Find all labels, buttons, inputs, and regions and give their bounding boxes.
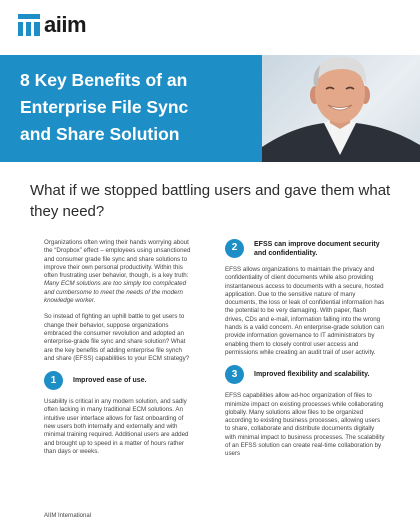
benefit-2-body: EFSS allows organizations to maintain the privacy and confidentiality of client documents while also providing instantaneous access to documents with a secure, hosted application. Due to the sensitive nature of many documents, the loss or leak of confidential information has the potential to be very damaging. With paper, flash drives, CDs and e-mail, information falling into the wrong hands is a valid concern. An enterprise-grade solution can provide information governance to IT administrators by enabling them to closely control user access and permissions while creating an audit trail of user activity.: [225, 266, 385, 356]
hero-title-line-2: Enterprise File Sync: [20, 97, 189, 117]
benefit-3-number-badge: 3: [225, 365, 244, 384]
intro-key-truth: Many ECM solutions are too simply too complicated and cumbersome to meet the needs of the modern knowledge worker.: [44, 280, 187, 305]
footer-org-name: AIIM International: [44, 513, 92, 519]
benefit-2-number-badge: 2: [225, 239, 244, 258]
hero-title-line-1: 8 Key Benefits of an: [20, 70, 188, 90]
hero-title-line-3: and Share Solution: [20, 124, 180, 144]
benefit-3-title: Improved flexibility and scalability.: [254, 371, 370, 379]
page-headline: What if we stopped battling users and gave them what they need?: [30, 182, 391, 220]
left-column: [44, 239, 192, 464]
right-column: [225, 239, 385, 467]
logo-text: aiim: [44, 12, 87, 37]
benefit-3-header: [225, 365, 385, 384]
benefit-1-body: Usability is critical in any modern solution, and sadly often lacking in many traditional ECM solutions. An intuitive user interface allows for fast onboarding of new users both internally and externally and with minimal training required. Additional users are added and brought up to speed in a matter of hours rather than days or weeks.: [44, 398, 189, 455]
benefit-1-number-badge: 1: [44, 371, 63, 390]
aiim-logo-icon: [18, 14, 40, 36]
benefit-2-title: EFSS can improve document security and confidentiality.: [254, 240, 380, 257]
aiim-logo: [18, 12, 86, 38]
hero-title: [20, 67, 250, 148]
benefit-1-header: [44, 371, 192, 390]
benefit-2-header: [225, 239, 385, 258]
smiling-man-photo: [262, 55, 420, 162]
intro-paragraph: [44, 239, 192, 305]
benefit-3-body: EFSS capabilities allow ad-hoc organization of files to minimize impact on existing processes while collaborating globally. Many solutions allow files to be organized according to existing business processes, allowing users to share, collaborate and distribute documents digitally with minimal impact to business processes. The scalability of an EFSS solution can create real-time collaboration by users: [225, 392, 385, 458]
intro-text: Organizations often wring their hands worrying about the “Dropbox” effect – employees using unsanctioned and consumer grade file sync and share solutions to improve their own personal productivity. Within this often frustrating user behavior, though, is a key truth:: [44, 239, 191, 280]
question-paragraph: So instead of fighting an uphill battle to get users to change their behavior, suppose organizations embraced the consumer revolution and adopted an enterprise-grade file sync and share solution? What are the key benefits of adding enterprise file synch and share (EFSS) capabilities to your ECM strategy?: [44, 313, 190, 362]
benefit-1-title: Improved ease of use.: [73, 377, 147, 385]
hero-banner: [0, 55, 420, 162]
